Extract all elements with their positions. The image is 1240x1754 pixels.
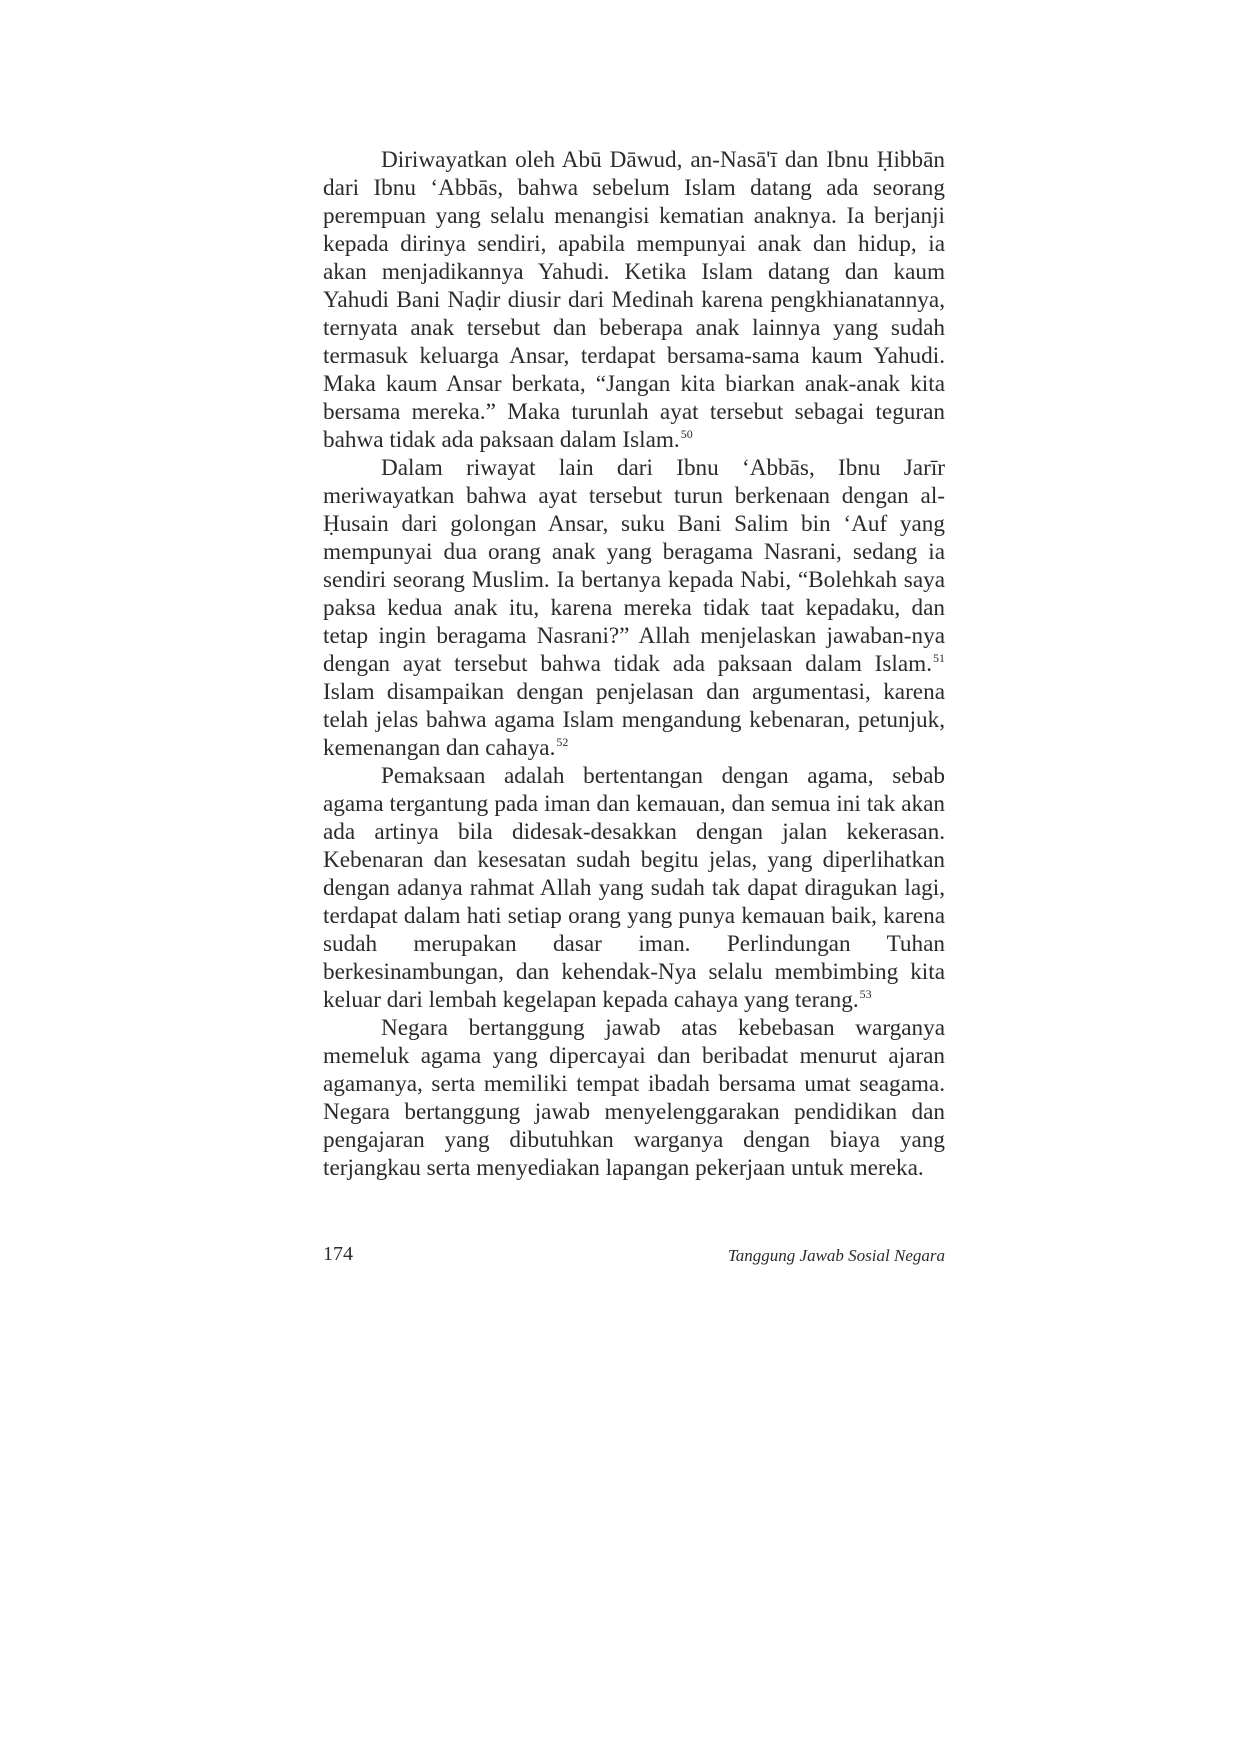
- footnote-marker: 53: [859, 987, 872, 1001]
- footnote-marker: 52: [556, 735, 569, 749]
- paragraph-3: [323, 762, 945, 1014]
- running-title: Tanggung Jawab Sosial Negara: [727, 1246, 945, 1265]
- footnote-marker: 50: [680, 427, 693, 441]
- paragraph-4: [323, 1014, 945, 1182]
- paragraph-text: Dalam riwayat lain dari Ibnu ‘Abbās, Ibnu Jarīr meriwayatkan bahwa ayat tersebut turun berkenaan dengan al-Ḥusain dari golongan Ansar, suku Bani Salim bin ‘Auf yang mempunyai dua orang anak yang beragama Nasrani, sedang ia sendiri seorang Muslim. Ia bertanya kepada Nabi, “Bolehkah saya paksa kedua anak itu, karena mereka tidak taat kepadaku, dan tetap ingin beragama Nasrani?” Allah menjelaskan jawaban-nya dengan ayat tersebut bahwa tidak ada paksaan dalam Islam.: [323, 455, 945, 677]
- paragraph-text: Pemaksaan adalah bertentangan dengan agama, sebab agama tergantung pada iman dan kemauan, dan semua ini tak akan ada artinya bila didesak-desakkan dengan jalan kekerasan. Kebenaran dan kesesatan sudah begitu jelas, yang diperlihatkan dengan adanya rahmat Allah yang sudah tak dapat diragukan lagi, terdapat dalam hati setiap orang yang punya kemauan baik, karena sudah merupakan dasar iman. Perlindungan Tuhan berkesinambungan, dan kehendak-Nya selalu membimbing kita keluar dari lembah kegelapan kepada cahaya yang terang.: [323, 763, 945, 1013]
- body-text: [323, 146, 945, 1182]
- paragraph-2: [323, 454, 945, 762]
- footnote-marker: 51: [933, 651, 945, 665]
- paragraph-1: [323, 146, 945, 454]
- paragraph-text: Diriwayatkan oleh Abū Dāwud, an-Nasā'ī dan Ibnu Ḥibbān dari Ibnu ‘Abbās, bahwa sebelum Islam datang ada seorang perempuan yang selalu menangisi kematian anaknya. Ia berjanji kepada dirinya sendiri, apabila mempunyai anak dan hidup, ia akan menjadikannya Yahudi. Ketika Islam datang dan kaum Yahudi Bani Naḍir diusir dari Medinah karena pengkhianatannya, ternyata anak tersebut dan beberapa anak lainnya yang sudah termasuk keluarga Ansar, terdapat bersama-sama kaum Yahudi. Maka kaum Ansar berkata, “Jangan kita biarkan anak-anak kita bersama mereka.” Maka turunlah ayat tersebut sebagai teguran bahwa tidak ada paksaan dalam Islam.: [323, 147, 945, 453]
- paragraph-text: Islam disampaikan dengan penjelasan dan argumentasi, karena telah jelas bahwa agama Islam mengandung kebenaran, petunjuk, kemenangan dan cahaya.: [323, 679, 945, 761]
- paragraph-text: Negara bertanggung jawab atas kebebasan warganya memeluk agama yang dipercayai dan beribadat menurut ajaran agamanya, serta memiliki tempat ibadah bersama umat seagama. Negara bertanggung jawab menyelenggarakan pendidikan dan pengajaran yang dibutuhkan warganya dengan biaya yang terjangkau serta menyediakan lapangan pekerjaan untuk mereka.: [323, 1015, 945, 1181]
- page-number: 174: [323, 1243, 353, 1265]
